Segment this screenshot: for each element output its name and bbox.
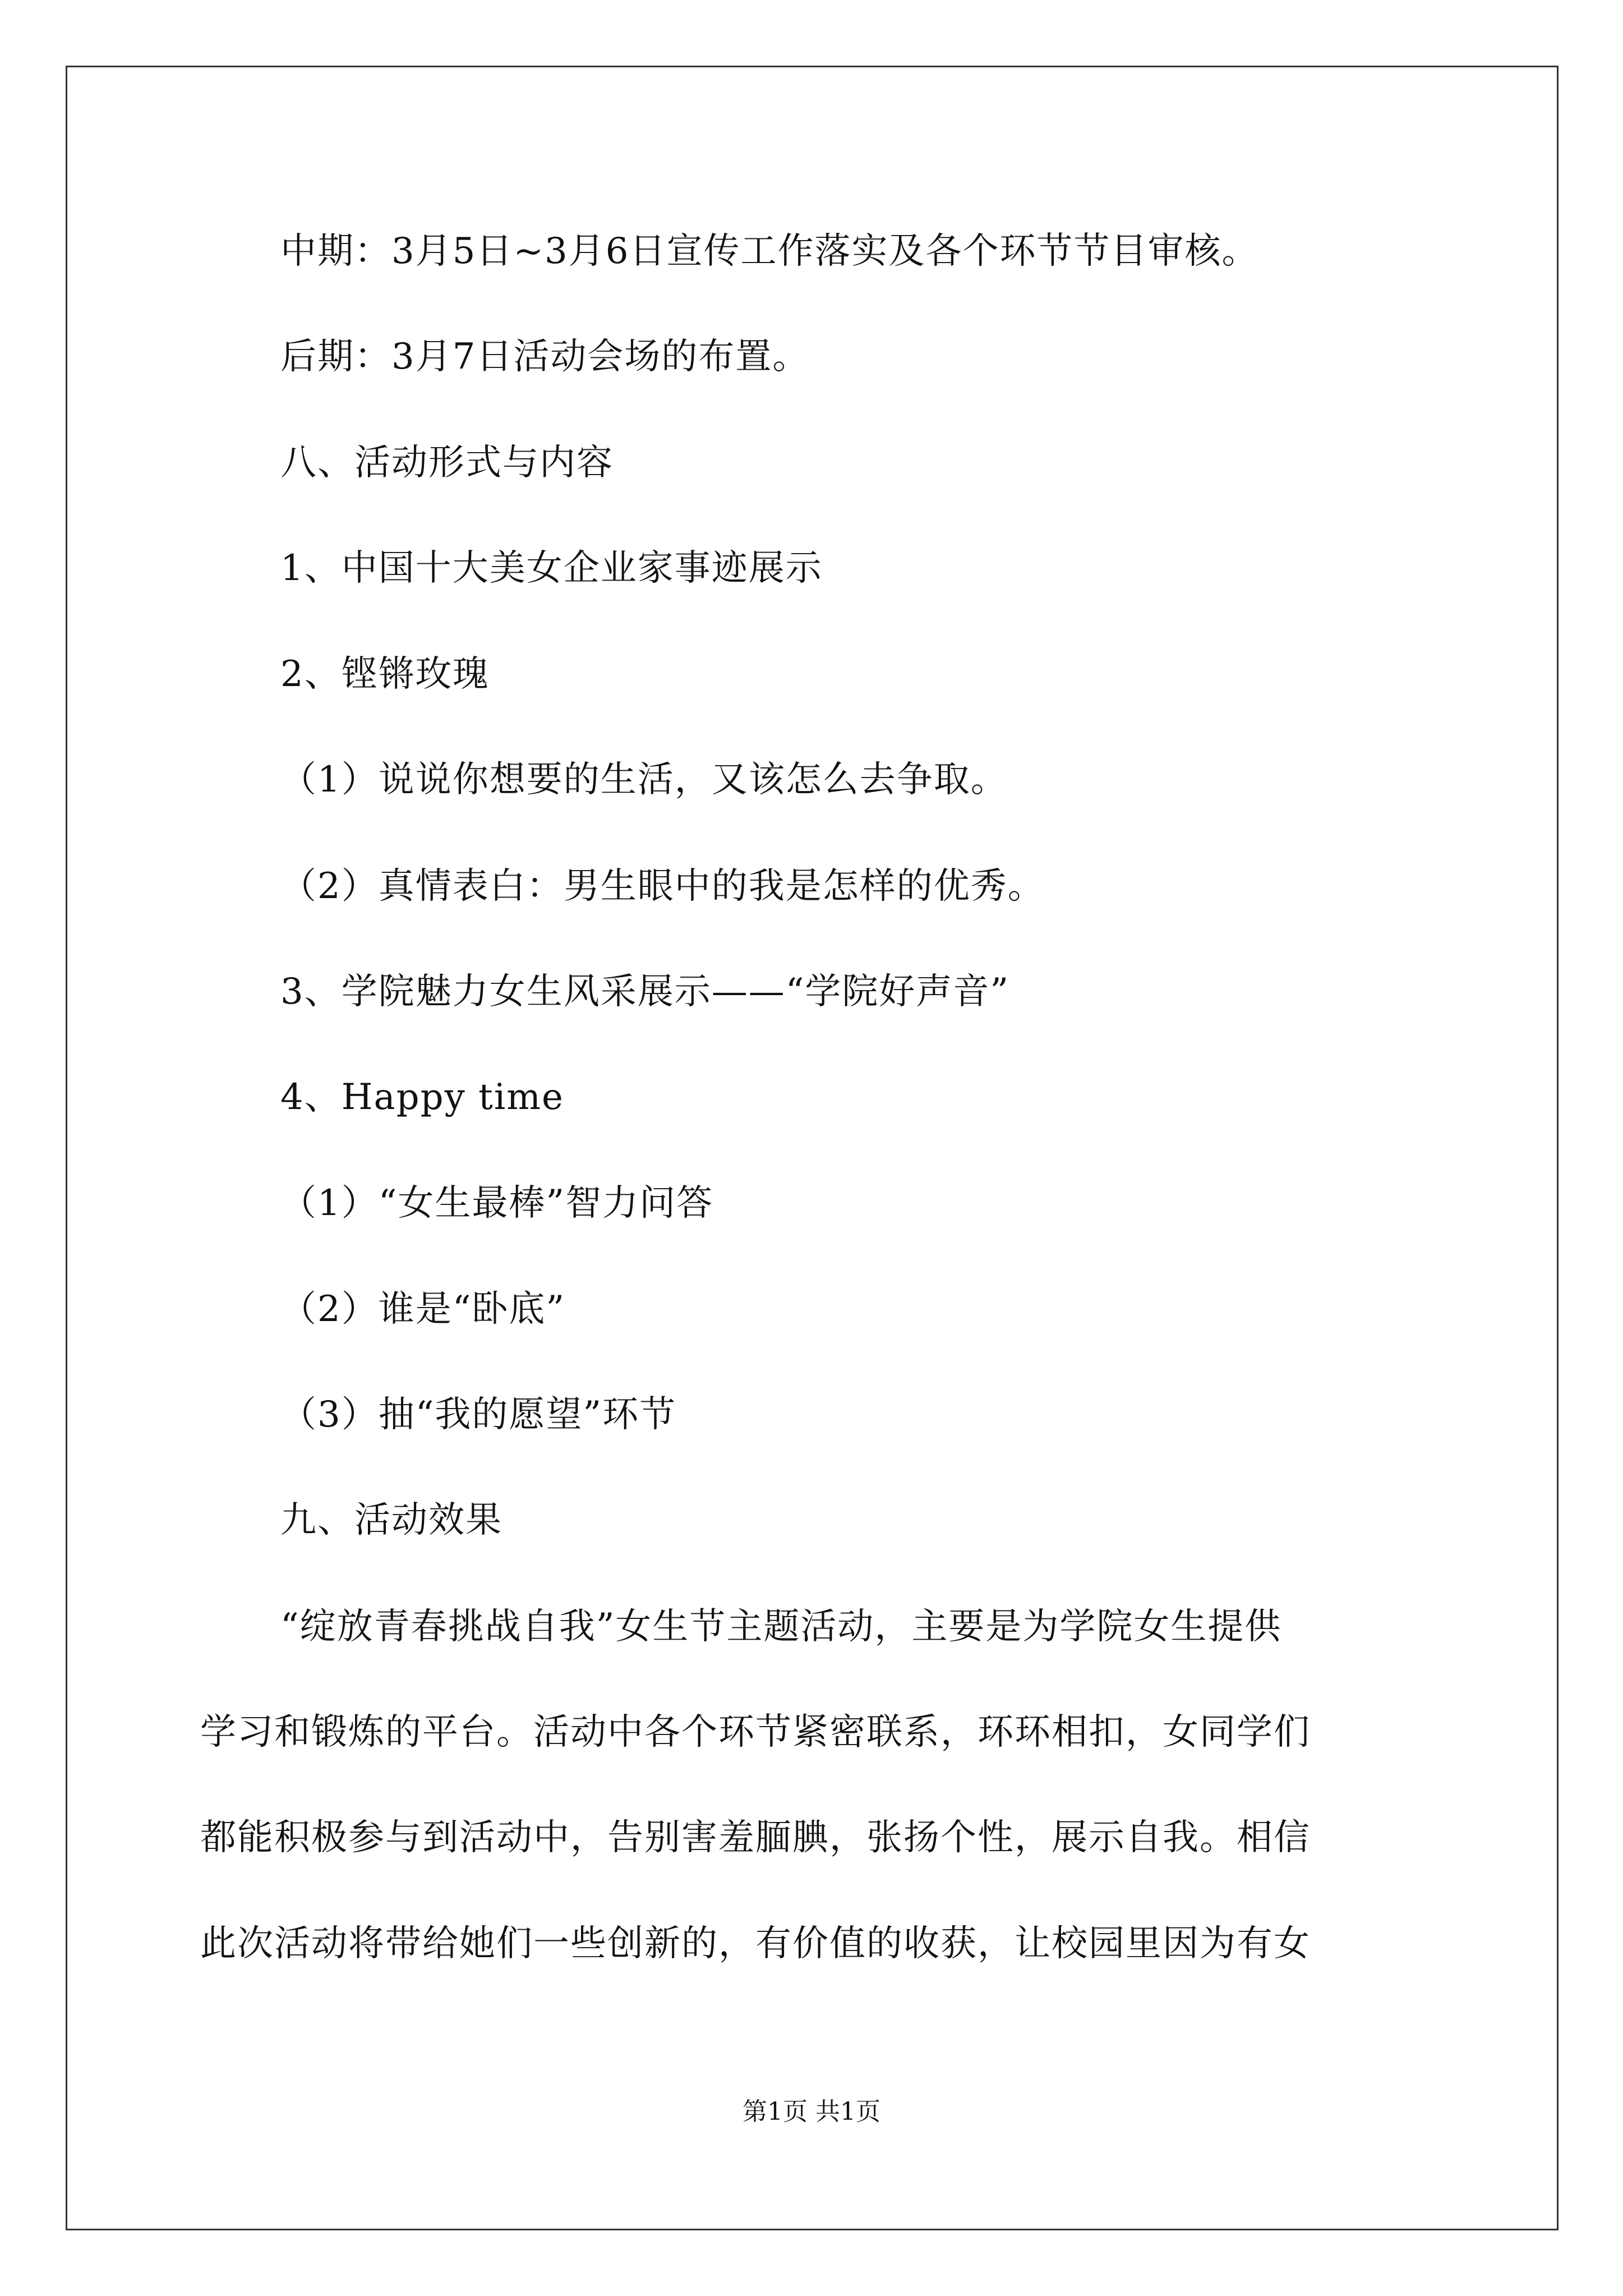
sub-item-2-2: （2）真情表白：男生眼中的我是怎样的优秀。 bbox=[280, 866, 1045, 907]
list-item-4: 4、Happy time bbox=[280, 1076, 564, 1118]
list-item-2: 2、铿锵玫瑰 bbox=[280, 654, 490, 695]
page-border bbox=[66, 66, 1559, 2230]
text-line-late-stage: 后期：3月7日活动会场的布置。 bbox=[280, 336, 810, 378]
section-heading-9: 九、活动效果 bbox=[280, 1499, 502, 1541]
section-heading-8: 八、活动形式与内容 bbox=[280, 442, 614, 484]
sub-item-4-3: （3）抽“我的愿望”环节 bbox=[280, 1394, 677, 1435]
list-item-1: 1、中国十大美女企业家事迹展示 bbox=[280, 547, 823, 589]
page-footer: 第1页 共1页 bbox=[743, 2097, 880, 2126]
text-line-midterm: 中期：3月5日~3月6日宣传工作落实及各个环节节目审核。 bbox=[280, 231, 1259, 272]
paragraph-line-3: 都能积极参与到活动中，告别害羞腼腆，张扬个性，展示自我。相信 bbox=[200, 1817, 1311, 1858]
list-item-3: 3、学院魅力女生风采展示——“学院好声音” bbox=[280, 971, 1010, 1013]
paragraph-line-1: “绽放青春挑战自我”女生节主题活动，主要是为学院女生提供 bbox=[280, 1606, 1282, 1648]
paragraph-line-4: 此次活动将带给她们一些创新的，有价值的收获，让校园里因为有女 bbox=[200, 1923, 1311, 1964]
sub-item-4-2: （2）谁是“卧底” bbox=[280, 1289, 566, 1330]
paragraph-line-2: 学习和锻炼的平台。活动中各个环节紧密联系，环环相扣，女同学们 bbox=[200, 1711, 1311, 1753]
sub-item-4-1: （1）“女生最棒”智力问答 bbox=[280, 1182, 714, 1224]
sub-item-2-1: （1）说说你想要的生活，又该怎么去争取。 bbox=[280, 759, 1008, 800]
